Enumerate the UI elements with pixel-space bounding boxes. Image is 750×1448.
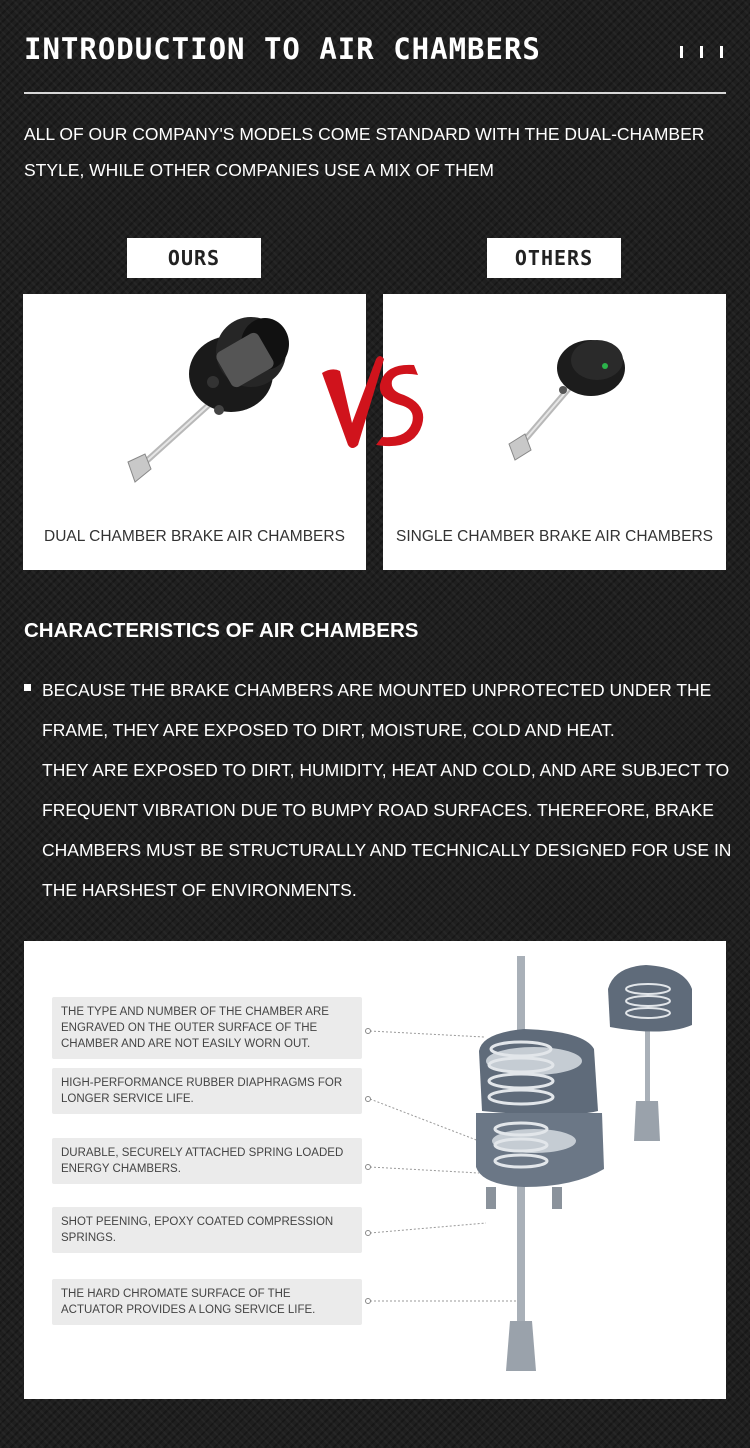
others-caption: SINGLE CHAMBER BRAKE AIR CHAMBERS xyxy=(396,528,713,545)
page-title: INTRODUCTION TO AIR CHAMBERS xyxy=(24,32,541,66)
title-divider xyxy=(24,92,726,94)
decorative-ticks xyxy=(680,46,728,60)
feature-diaphragms: HIGH-PERFORMANCE RUBBER DIAPHRAGMS FOR LONGER SERVICE LIFE. xyxy=(52,1068,362,1114)
ours-caption: DUAL CHAMBER BRAKE AIR CHAMBERS xyxy=(44,528,345,545)
characteristics-paragraph-2: THEY ARE EXPOSED TO DIRT, HUMIDITY, HEAT AND COLD, AND ARE SUBJECT TO FREQUENT VIBRATION DUE TO BUMPY ROAD SURFACES. THEREFORE, BRAKE CHAMBERS MUST BE STRUCTURALLY AND TECHNICALLY DESIGNED FOR USE IN THE HARSHEST OF ENVIRONMENTS. xyxy=(42,760,732,900)
others-product-card xyxy=(383,294,726,570)
bullet-square-icon xyxy=(24,684,31,691)
others-label: OTHERS xyxy=(487,238,621,278)
chamber-cutaway-diagram xyxy=(24,941,726,1399)
feature-springs: SHOT PEENING, EPOXY COATED COMPRESSION SPRINGS. xyxy=(52,1207,362,1253)
feature-engraving: THE TYPE AND NUMBER OF THE CHAMBER ARE ENGRAVED ON THE OUTER SURFACE OF THE CHAMBER AND ARE NOT EASILY WORN OUT. xyxy=(52,997,362,1059)
characteristics-text xyxy=(42,670,742,910)
single-chamber-image xyxy=(383,294,726,524)
ours-label: OURS xyxy=(127,238,261,278)
ours-product-card xyxy=(23,294,366,570)
feature-energy-chambers: DURABLE, SECURELY ATTACHED SPRING LOADED ENERGY CHAMBERS. xyxy=(52,1138,362,1184)
characteristics-heading: CHARACTERISTICS OF AIR CHAMBERS xyxy=(24,619,419,642)
characteristics-paragraph-1: BECAUSE THE BRAKE CHAMBERS ARE MOUNTED UNPROTECTED UNDER THE FRAME, THEY ARE EXPOSED TO DIRT, MOISTURE, COLD AND HEAT. xyxy=(42,680,712,740)
feature-actuator-surface: THE HARD CHROMATE SURFACE OF THE ACTUATOR PROVIDES A LONG SERVICE LIFE. xyxy=(52,1279,362,1325)
dual-chamber-image xyxy=(23,294,366,524)
vs-graphic xyxy=(318,345,428,455)
intro-text: ALL OF OUR COMPANY'S MODELS COME STANDARD WITH THE DUAL-CHAMBER STYLE, WHILE OTHER COMPANIES USE A MIX OF THEM xyxy=(24,124,705,180)
